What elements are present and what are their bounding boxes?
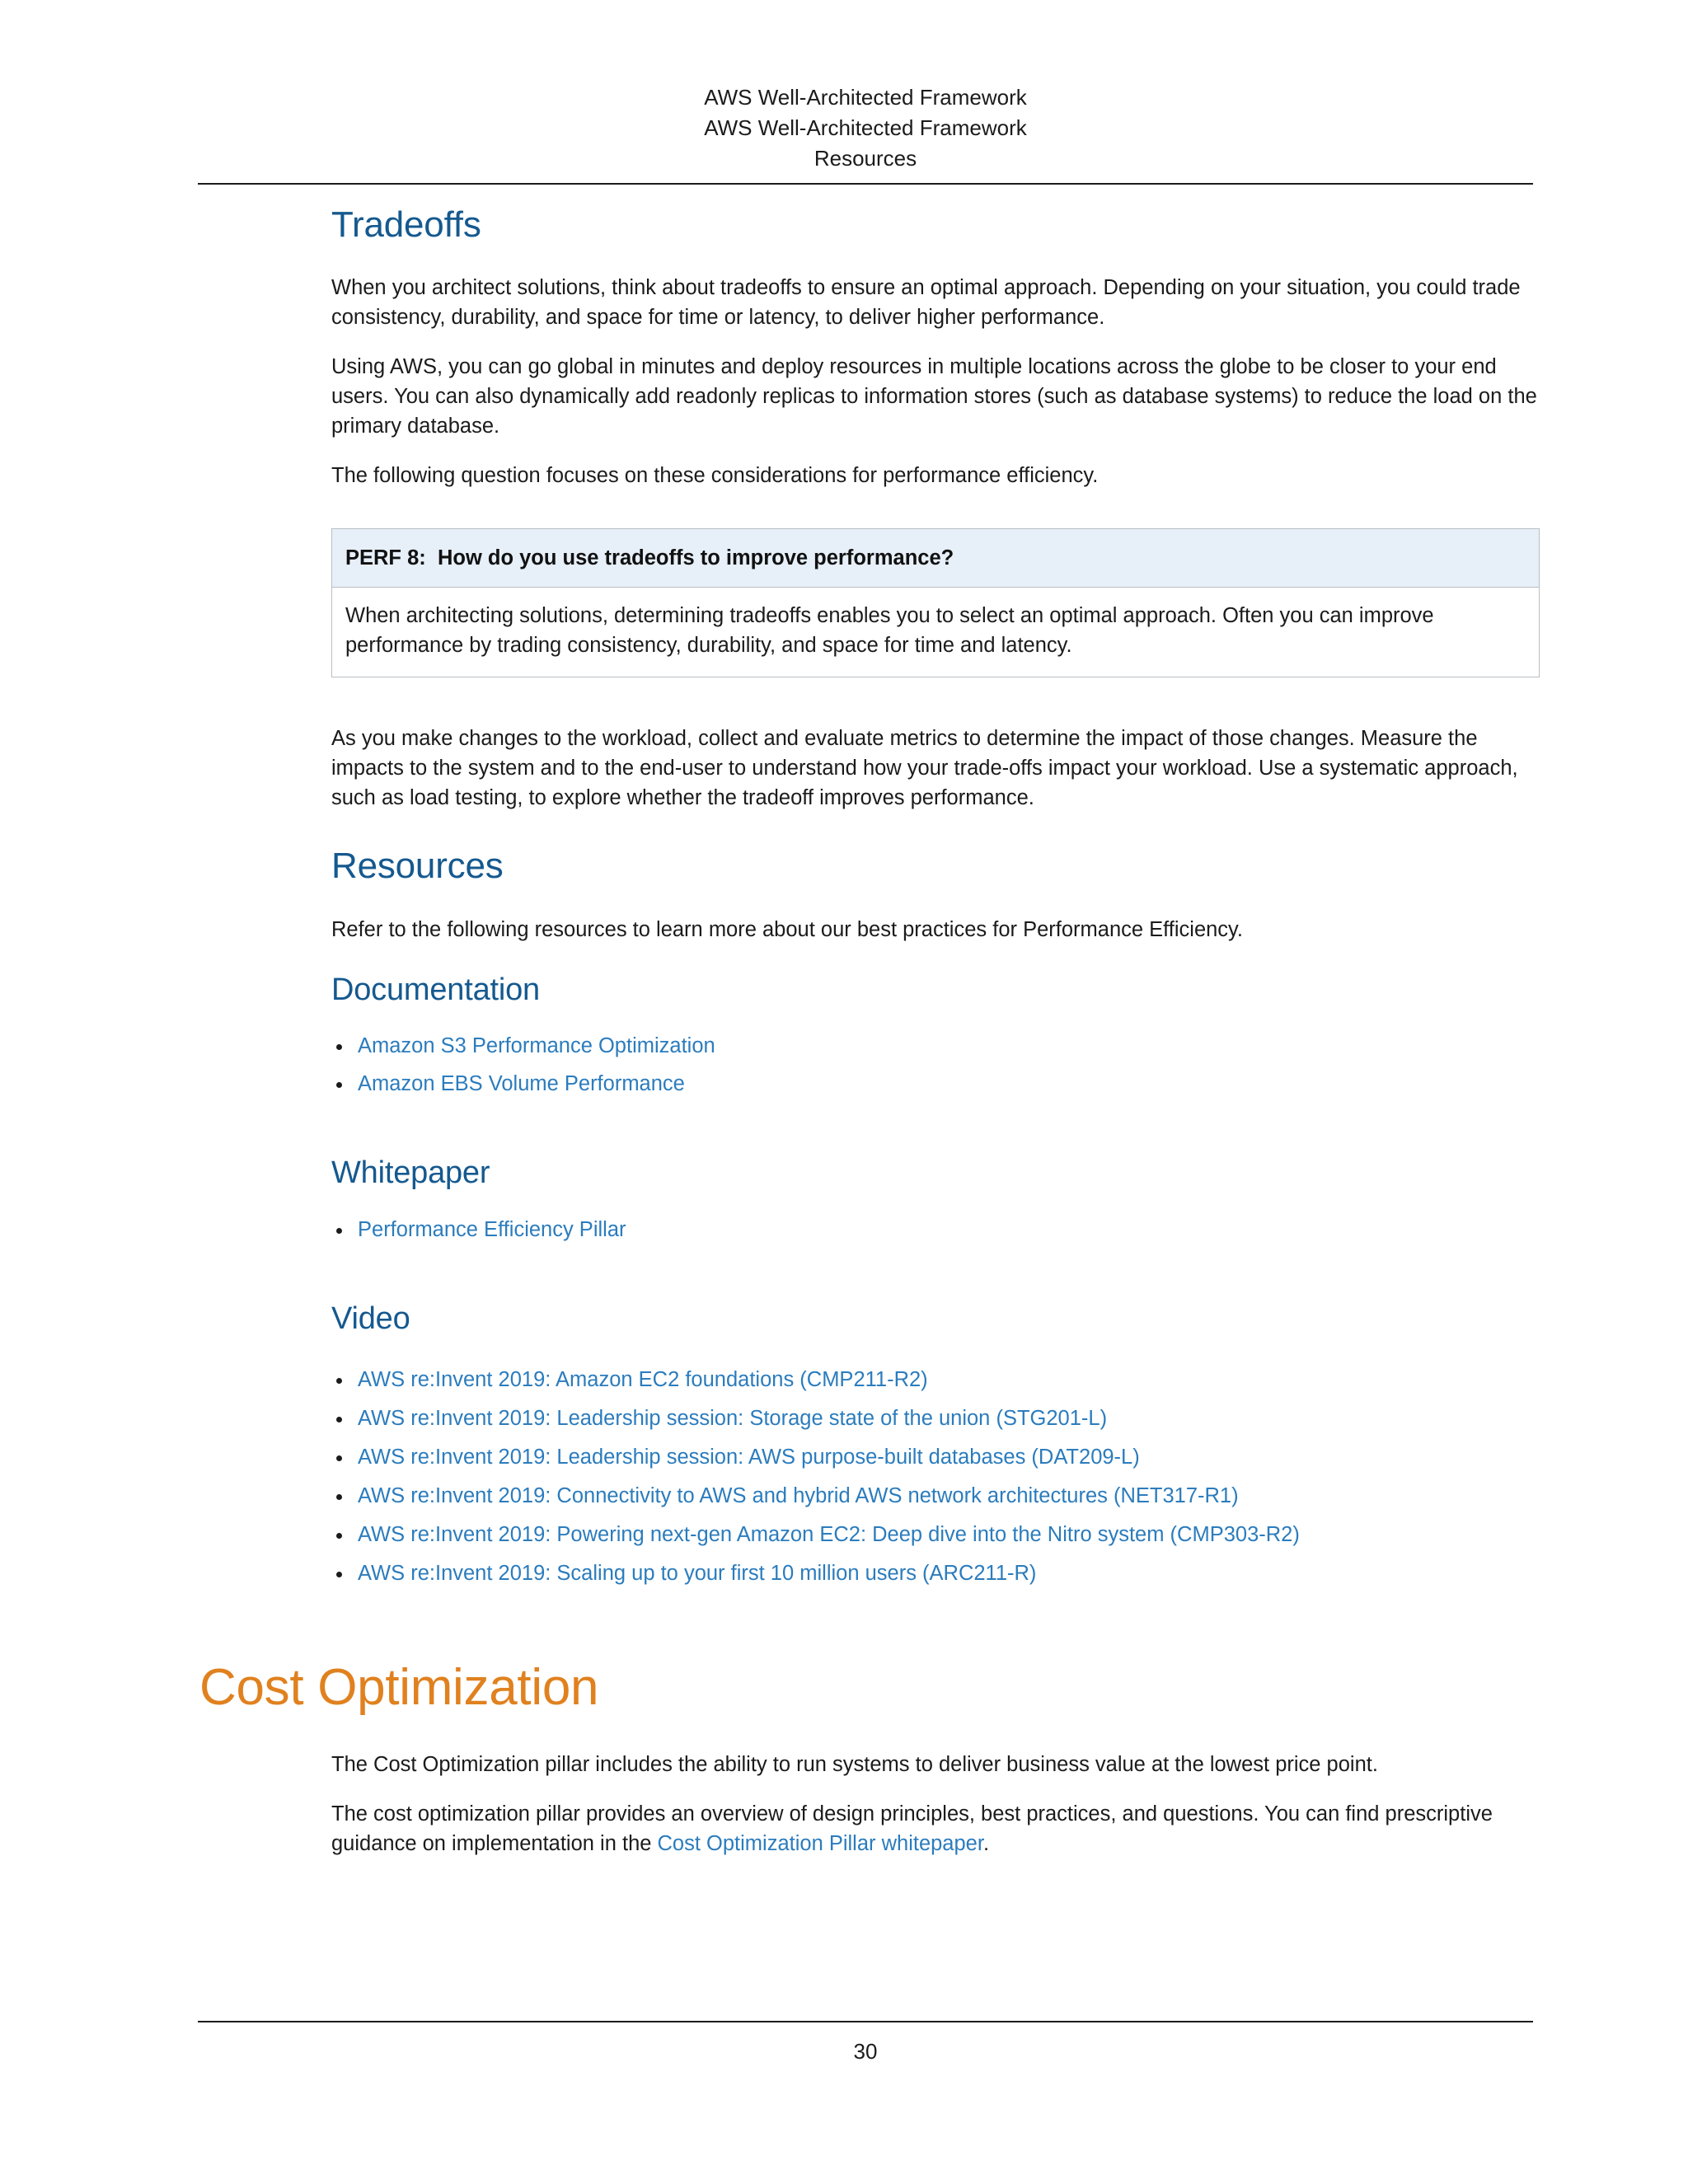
- tradeoffs-paragraph-3: The following question focuses on these considerations for performance efficiency.: [331, 464, 1099, 488]
- documentation-link[interactable]: Amazon S3 Performance Optimization: [358, 1034, 715, 1058]
- tradeoffs-paragraph-4: As you make changes to the workload, collect and evaluate metrics to determine the impact of those changes. Measure the impacts to the system and to the end-user to understand how your trade-offs impact your workload. Use a systematic approach, such as load testing, to explore whether the tradeoff improves performance.: [331, 727, 1518, 810]
- video-link[interactable]: AWS re:Invent 2019: Leadership session: AWS purpose-built databases (DAT209-L): [358, 1446, 1140, 1469]
- cost-optimization-paragraph-1: The Cost Optimization pillar includes the ability to run systems to deliver business value at the lowest price point.: [331, 1752, 1378, 1776]
- question-box-answer: When architecting solutions, determining tradeoffs enables you to select an optimal approach. Often you can improve performance by trading consistency, durability, and space for time and latency.: [345, 604, 1434, 658]
- header-divider-rule: [198, 183, 1533, 185]
- cost-optimization-p2-before: The cost optimization pillar provides an overview of design principles, best practices, and questions. You can find prescriptive guidance on implementation in the: [331, 1802, 1493, 1855]
- video-link[interactable]: AWS re:Invent 2019: Connectivity to AWS and hybrid AWS network architectures (NET317-R1): [358, 1484, 1239, 1508]
- question-text: How do you use tradeoffs to improve performance?: [437, 546, 954, 570]
- question-box-header: [332, 529, 1539, 588]
- section-heading-resources: Resources: [331, 846, 504, 887]
- tradeoffs-paragraph-1: When you architect solutions, think about tradeoffs to ensure an optimal approach. Depending on your situation, you could trade consistency, durability, and space for time or latency, to deliver higher performance.: [331, 276, 1521, 330]
- page-content: [199, 204, 1540, 1858]
- footer-page-number: 30: [853, 2039, 878, 2064]
- footer-divider-rule: [198, 2021, 1533, 2022]
- cost-optimization-paragraph-2: [331, 1799, 1540, 1858]
- chapter-heading-wrapper: [199, 1659, 1543, 1716]
- documentation-link[interactable]: Amazon EBS Volume Performance: [358, 1072, 685, 1096]
- video-link[interactable]: AWS re:Invent 2019: Leadership session: Storage state of the union (STG201-L): [358, 1407, 1108, 1431]
- list-item[interactable]: [331, 1027, 1540, 1065]
- list-item[interactable]: [331, 1477, 1540, 1516]
- subsection-heading-documentation: Documentation: [331, 972, 540, 1007]
- video-link[interactable]: AWS re:Invent 2019: Powering next-gen Amazon EC2: Deep dive into the Nitro system (CMP303-R2): [358, 1523, 1300, 1547]
- resources-intro: Refer to the following resources to learn more about our best practices for Performance Efficiency.: [331, 917, 1244, 941]
- whitepaper-link[interactable]: Performance Efficiency Pillar: [358, 1217, 626, 1241]
- cost-optimization-pillar-whitepaper-link[interactable]: Cost Optimization Pillar whitepaper: [657, 1831, 983, 1855]
- list-item[interactable]: [331, 1211, 1540, 1249]
- running-header: [198, 82, 1533, 174]
- section-heading-tradeoffs: Tradeoffs: [331, 204, 481, 245]
- cost-optimization-p2-after: .: [982, 1831, 990, 1855]
- running-header-line-2: AWS Well-Architected Framework: [704, 115, 1027, 140]
- question-box-perf8: [331, 528, 1540, 677]
- tradeoffs-paragraph-2: Using AWS, you can go global in minutes and deploy resources in multiple locations across the globe to be closer to your end users. You can also dynamically add readonly replicas to information stores (such as database systems) to reduce the load on the primary database.: [331, 355, 1537, 438]
- subsection-heading-video: Video: [331, 1301, 410, 1336]
- documentation-link-list: [331, 1027, 1540, 1103]
- list-item[interactable]: [331, 1065, 1540, 1103]
- running-header-line-3: Resources: [814, 146, 917, 171]
- video-link[interactable]: AWS re:Invent 2019: Scaling up to your first 10 million users (ARC211-R): [358, 1562, 1037, 1586]
- whitepaper-link-list: [331, 1211, 1540, 1249]
- video-link-list: [331, 1361, 1540, 1593]
- question-id: PERF 8:: [345, 546, 426, 570]
- list-item[interactable]: [331, 1438, 1540, 1477]
- list-item[interactable]: [331, 1516, 1540, 1554]
- running-header-line-1: AWS Well-Architected Framework: [704, 85, 1027, 110]
- video-link[interactable]: AWS re:Invent 2019: Amazon EC2 foundations (CMP211-R2): [358, 1368, 928, 1392]
- subsection-heading-whitepaper: Whitepaper: [331, 1155, 490, 1191]
- list-item[interactable]: [331, 1361, 1540, 1399]
- chapter-heading-cost-optimization: Cost Optimization: [199, 1659, 599, 1717]
- list-item[interactable]: [331, 1399, 1540, 1438]
- list-item[interactable]: [331, 1554, 1540, 1593]
